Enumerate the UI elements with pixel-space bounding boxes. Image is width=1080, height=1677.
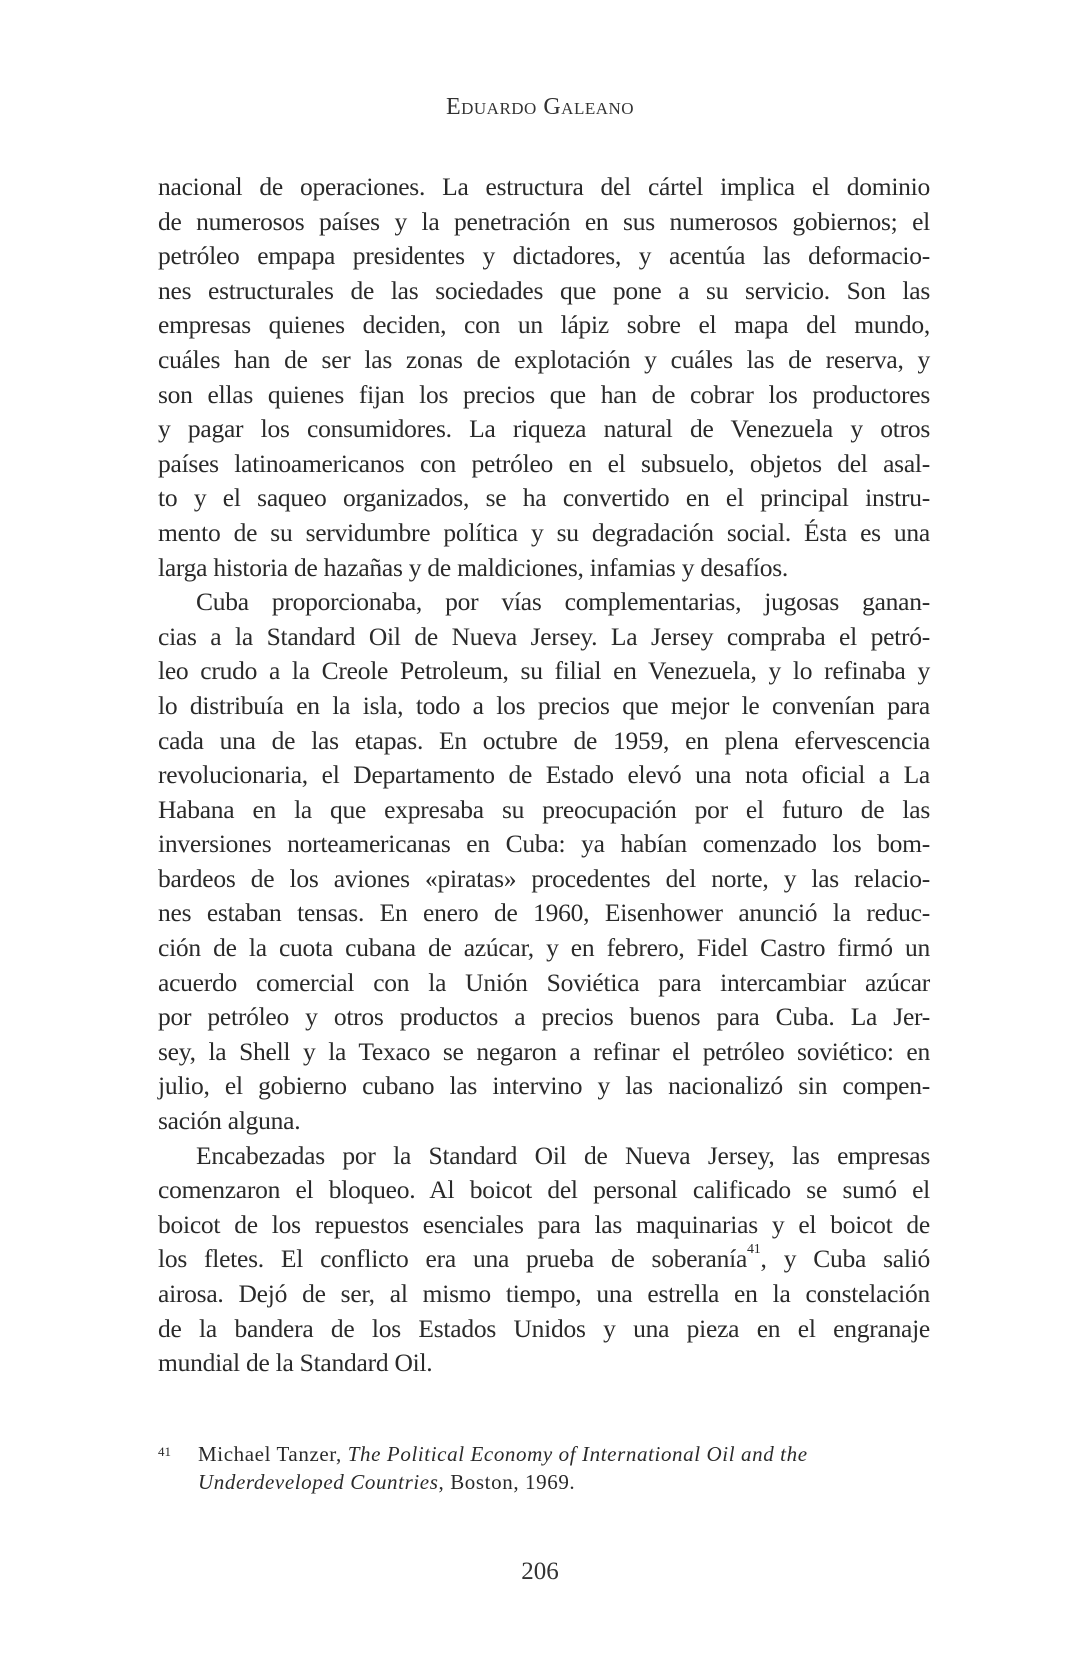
text-line: comenzaron el bloqueo. Al boicot del personal calificado se sumó el <box>158 1175 930 1205</box>
footnote-author: Michael Tanzer, <box>198 1442 348 1466</box>
text-line: inversiones norteamericanas en Cuba: ya habían comenzado los bom- <box>158 829 930 859</box>
text-line: bardeos de los aviones «piratas» procedentes del norte, y las relacio- <box>158 863 930 893</box>
running-head: Eduardo Galeano <box>445 94 635 120</box>
text-line: leo crudo a la Creole Petroleum, su filial en Venezuela, y lo refinaba y <box>158 656 930 686</box>
paragraph-start-line: Cuba proporcionaba, por vías complementarias, jugosas ganan- <box>196 587 930 617</box>
text-line: Habana en la que expresaba su preocupación por el futuro de las <box>158 794 930 824</box>
footnote-publication: , Boston, 1969. <box>438 1470 576 1494</box>
footnote-body <box>158 1440 930 1496</box>
text-line: cuáles han de ser las zonas de explotación y cuáles las de reserva, y <box>158 344 930 374</box>
footnote <box>158 1440 930 1496</box>
text-line: cada una de las etapas. En octubre de 1959, en plena efervescencia <box>158 725 930 755</box>
page-number: 206 <box>521 1558 559 1585</box>
text-line: y pagar los consumidores. La riqueza natural de Venezuela y otros <box>158 414 930 444</box>
text-line: mundial de la Standard Oil. <box>158 1348 433 1378</box>
footnote-reference[interactable]: 41 <box>747 1242 761 1258</box>
text-line: to y el saqueo organizados, se ha convertido en el principal instru- <box>158 483 930 513</box>
text-segment: , y Cuba salió <box>760 1244 930 1274</box>
text-line: nacional de operaciones. La estructura del cártel implica el dominio <box>158 172 930 201</box>
text-line: julio, el gobierno cubano las intervino y las nacionalizó sin compen- <box>158 1071 930 1101</box>
text-line: sey, la Shell y la Texaco se negaron a refinar el petróleo soviético: en <box>158 1036 930 1066</box>
text-line: de numerosos países y la penetración en sus numerosos gobiernos; el <box>158 206 930 236</box>
paragraph-start-line: Encabezadas por la Standard Oil de Nueva Jersey, las empresas <box>196 1140 930 1170</box>
text-line: larga historia de hazañas y de maldiciones, infamias y desafíos. <box>158 552 789 582</box>
text-line: sación alguna. <box>158 1106 301 1136</box>
text-line: revolucionaria, el Departamento de Estado elevó una nota oficial a La <box>158 760 930 790</box>
text-line: son ellas quienes fijan los precios que han de cobrar los productores <box>158 379 930 409</box>
text-line: empresas quienes deciden, con un lápiz sobre el mapa del mundo, <box>158 310 930 340</box>
text-line-with-footnote <box>158 1242 930 1277</box>
text-segment: los fletes. El conflicto era una prueba de soberanía <box>158 1244 748 1274</box>
text-line: de la bandera de los Estados Unidos y una pieza en el engranaje <box>158 1313 930 1343</box>
text-line: ción de la cuota cubana de azúcar, y en febrero, Fidel Castro firmó un <box>158 933 930 963</box>
footnote-title: The Political Economy of International Oil and the <box>347 1442 808 1466</box>
text-line: nes estructurales de las sociedades que pone a su servicio. Son las <box>158 275 930 305</box>
text-line: cias a la Standard Oil de Nueva Jersey. La Jersey compraba el petró- <box>158 621 930 651</box>
text-line: nes estaban tensas. En enero de 1960, Eisenhower anunció la reduc- <box>158 898 930 928</box>
footnote-line <box>198 1468 930 1496</box>
text-line: por petróleo y otros productos a precios buenos para Cuba. La Jer- <box>158 1002 930 1032</box>
text-line: petróleo empapa presidentes y dictadores, y acentúa las deformacio- <box>158 241 930 271</box>
footnote-number: 41 <box>158 1444 171 1459</box>
text-line: lo distribuía en la isla, todo a los precios que mejor le convenían para <box>158 690 930 720</box>
text-line: acuerdo comercial con la Unión Soviética para intercambiar azúcar <box>158 967 930 997</box>
text-line: mento de su servidumbre política y su degradación social. Ésta es una <box>158 517 930 547</box>
text-line: países latinoamericanos con petróleo en el subsuelo, objetos del asal- <box>158 448 930 478</box>
body-text <box>158 170 930 1381</box>
text-line: airosa. Dejó de ser, al mismo tiempo, una estrella en la constelación <box>158 1279 930 1308</box>
text-line: boicot de los repuestos esenciales para las maquinarias y el boicot de <box>158 1209 930 1239</box>
footnote-line <box>198 1440 930 1468</box>
footnote-title-continued: Underdeveloped Countries <box>198 1470 439 1494</box>
